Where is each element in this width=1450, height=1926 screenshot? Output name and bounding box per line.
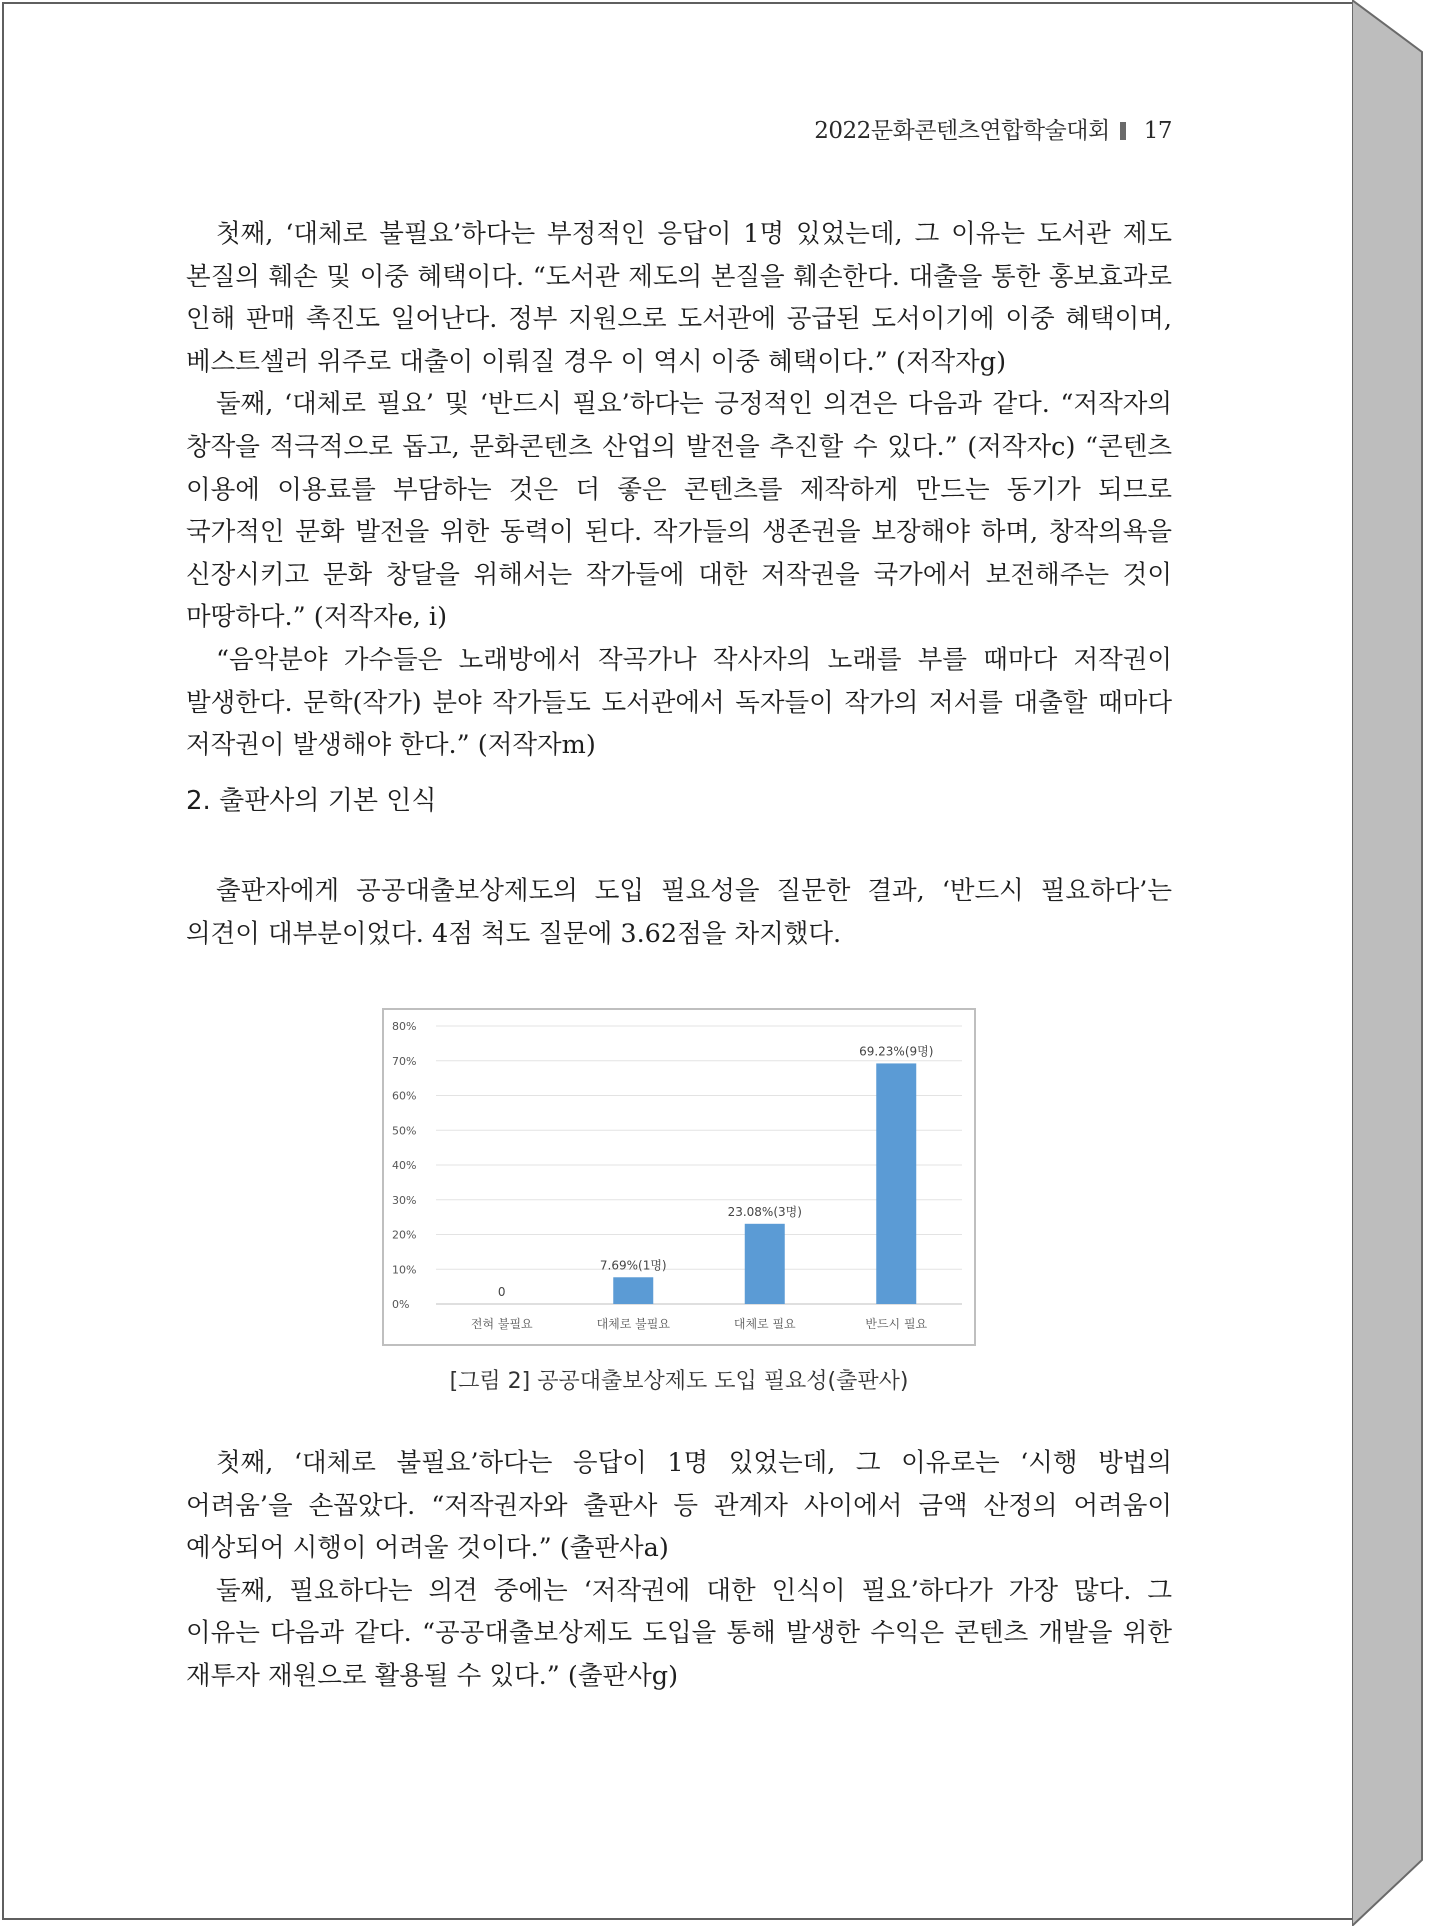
x-tick-label: 대체로 필요 xyxy=(733,1317,796,1331)
y-tick-label: 20% xyxy=(392,1228,417,1242)
paragraph: 출판자에게 공공대출보상제도의 도입 필요성을 질문한 결과, ‘반드시 필요하다’는 의견이 대부분이었다. 4점 척도 질문에 3.62점을 차지했다. xyxy=(186,876,1172,949)
y-tick-label: 40% xyxy=(392,1159,417,1172)
conference-name: 2022문화콘텐츠연합학술대회 xyxy=(814,118,1110,144)
y-tick-label: 60% xyxy=(392,1089,417,1103)
page-number: 17 xyxy=(1143,118,1172,144)
paragraph: 둘째, ‘대체로 필요’ 및 ‘반드시 필요’하다는 긍정적인 의견은 다음과 같다. “저작자의 창작을 적극적으로 돕고, 문화콘텐츠 산업의 발전을 추진할 수 있다.” (저작자c) “콘텐츠 이용에 이용료를 부담하는 것은 더 좋은 콘텐츠를 제작하게 만드는 동기가 되므로 국가적인 문화 발전을 위한 동력이 된다. 작가들의 생존권을 보장해야 하며, 창작의욕을 신장시키고 문화 창달을 위해서는 작가들에 대한 저작권을 국가에서 보전해주는 것이 마땅하다.” (저작자e, i) xyxy=(186,389,1172,633)
bar xyxy=(613,1277,653,1304)
x-tick-label: 대체로 불필요 xyxy=(596,1317,670,1331)
figure-caption: [그림 2] 공공대출보상제도 도입 필요성(출판사) xyxy=(449,1369,909,1394)
data-label: 7.69%(1명) xyxy=(599,1258,667,1273)
bar-chart xyxy=(382,1008,976,1346)
y-tick-label: 50% xyxy=(392,1124,417,1138)
paragraph: 둘째, 필요하다는 의견 중에는 ‘저작권에 대한 인식이 필요’하다가 가장 많다. 그 이유는 다음과 같다. “공공대출보상제도 도입을 통해 발생한 수익은 콘텐츠 개발을 위한 재투자 재원으로 활용될 수 있다.” (출판사g) xyxy=(186,1575,1172,1691)
body-text-top xyxy=(186,213,1172,767)
paragraph: “음악분야 가수들은 노래방에서 작곡가나 작사자의 노래를 부를 때마다 저작권이 발생한다. 문학(작가) 분야 작가들도 도서관에서 독자들이 작가의 저서를 대출할 때마다 저작권이 발생해야 한다.” (저작자m) xyxy=(186,644,1172,761)
chart-canvas xyxy=(384,1010,974,1344)
data-label: 69.23%(9명) xyxy=(859,1044,934,1059)
data-label: 23.08%(3명) xyxy=(727,1204,802,1219)
page-edge-shading xyxy=(1352,0,1450,1926)
paragraph: 첫째, ‘대체로 불필요’하다는 응답이 1명 있었는데, 그 이유로는 ‘시행 방법의 어려움’을 손꼽았다. “저작권자와 출판사 등 관계자 사이에서 금액 산정의 어려움이 예상되어 시행이 어려울 것이다.” (출판사a) xyxy=(186,1448,1172,1564)
y-tick-label: 0% xyxy=(392,1298,410,1311)
paragraph: 첫째, ‘대체로 불필요’하다는 부정적인 응답이 1명 있었는데, 그 이유는 도서관 제도 본질의 훼손 및 이중 혜택이다. “도서관 제도의 본질을 훼손한다. 대출을 통한 홍보효과로 인해 판매 촉진도 일어난다. 정부 지원으로 도서관에 공급된 도서이기에 이중 혜택이며, 베스트셀러 위주로 대출이 이뤄질 경우 이 역시 이중 혜택이다.” (저작자g) xyxy=(186,219,1172,377)
data-label: 0 xyxy=(497,1285,506,1299)
bar xyxy=(745,1224,785,1304)
running-header xyxy=(814,112,1172,145)
section-title: 2. 출판사의 기본 인식 xyxy=(186,786,437,816)
y-tick-label: 30% xyxy=(392,1193,417,1207)
y-tick-label: 10% xyxy=(392,1263,417,1277)
y-tick-label: 80% xyxy=(392,1020,417,1033)
x-tick-label: 전혀 불필요 xyxy=(470,1317,533,1331)
bar xyxy=(876,1063,916,1304)
x-tick-label: 반드시 필요 xyxy=(865,1317,928,1331)
body-text-intro xyxy=(186,870,1172,955)
y-tick-label: 70% xyxy=(392,1054,417,1068)
header-separator xyxy=(1120,122,1126,140)
body-text-bottom xyxy=(186,1442,1172,1698)
